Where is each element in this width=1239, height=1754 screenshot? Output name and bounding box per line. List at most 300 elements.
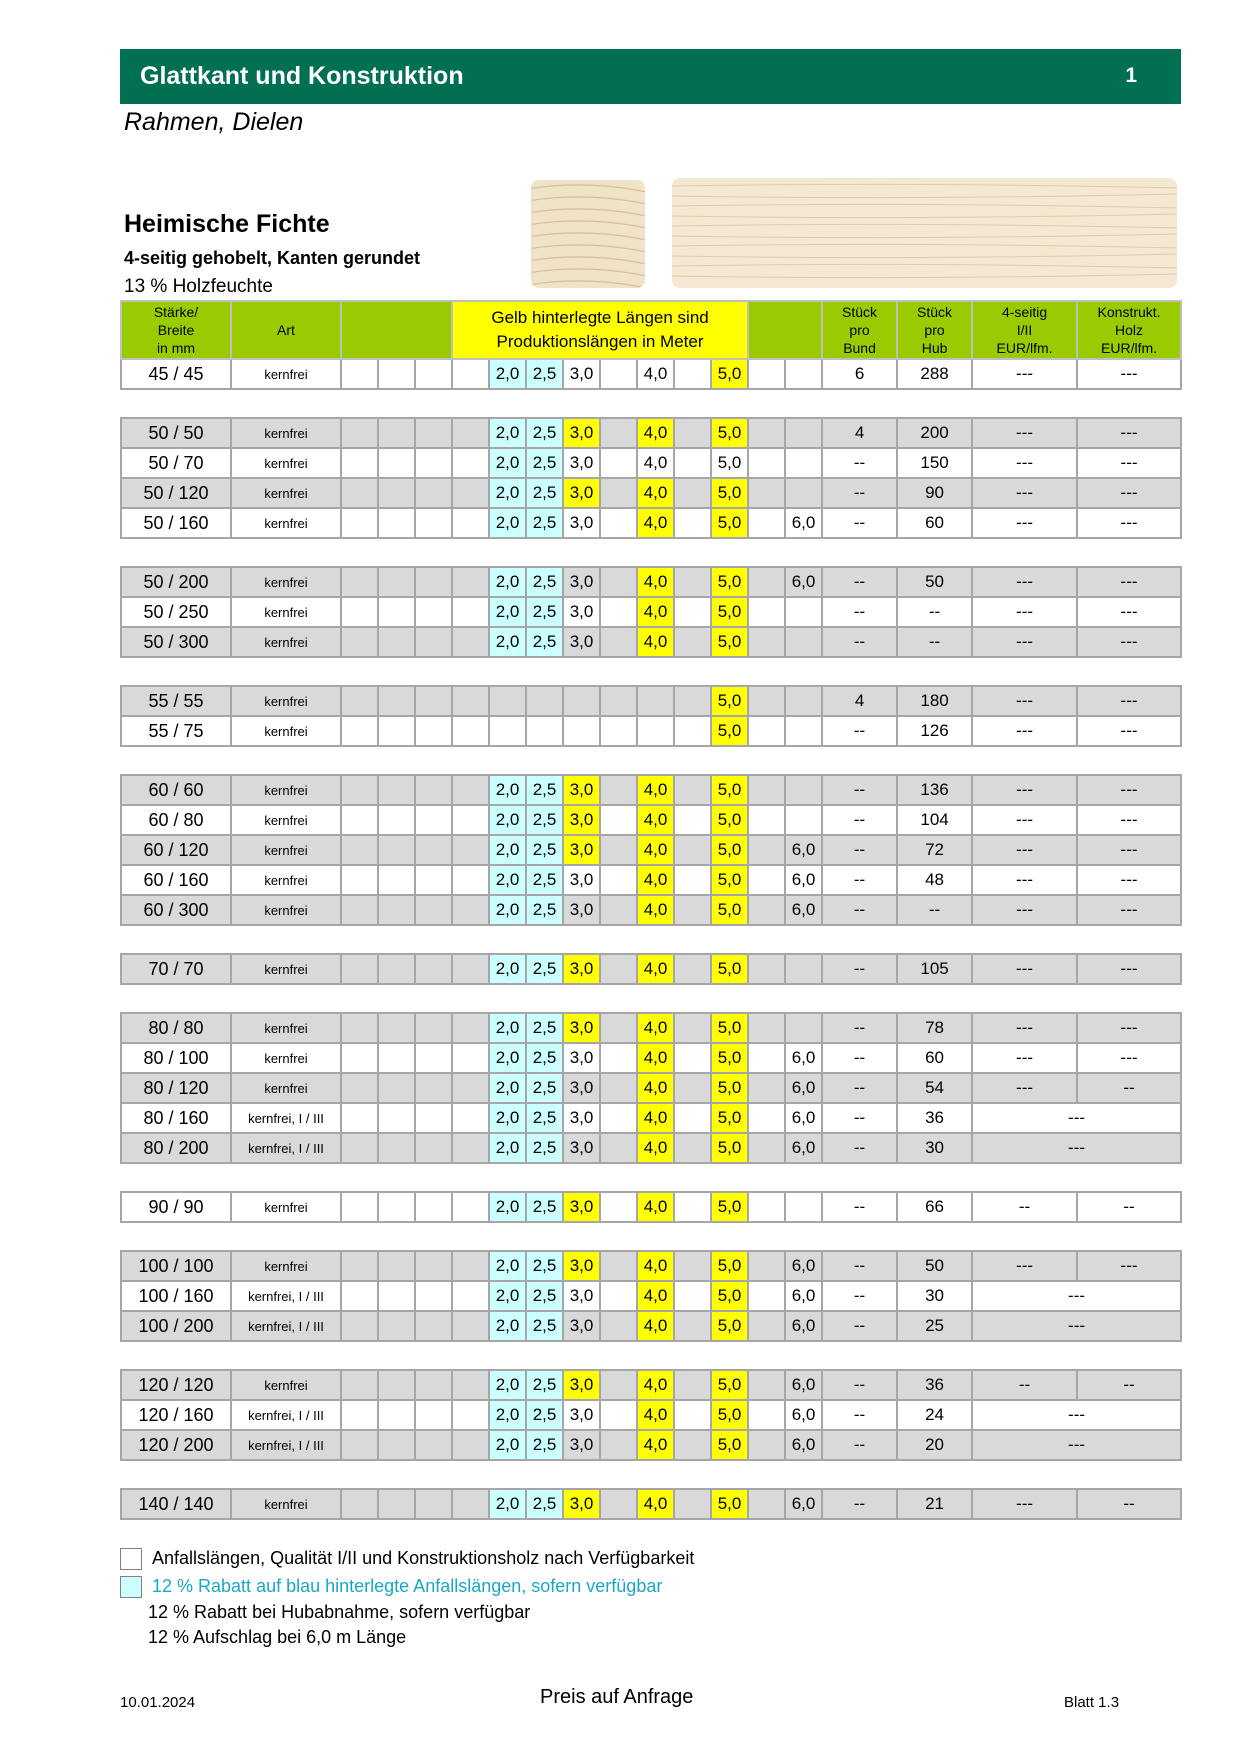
pieces-per-bundle-cell: -- — [822, 1103, 897, 1133]
empty-length-cell — [415, 686, 452, 716]
length-cell: 2,5 — [526, 1400, 563, 1430]
dimension-cell: 50 / 50 — [121, 418, 231, 448]
length-cell — [785, 805, 822, 835]
length-cell: 2,0 — [489, 1489, 526, 1519]
price-4sided-cell: --- — [972, 478, 1077, 508]
dimension-cell: 120 / 160 — [121, 1400, 231, 1430]
dimension-cell: 80 / 120 — [121, 1073, 231, 1103]
spacer-cell — [121, 925, 1181, 954]
length-cell — [748, 1281, 785, 1311]
length-cell: 2,5 — [526, 597, 563, 627]
length-cell — [748, 835, 785, 865]
table-row — [121, 1133, 1181, 1163]
pieces-per-lift-cell: 30 — [897, 1281, 972, 1311]
length-cell: 5,0 — [711, 1013, 748, 1043]
length-cell: 3,0 — [563, 478, 600, 508]
length-cell — [674, 508, 711, 538]
length-cell: 4,0 — [637, 805, 674, 835]
header-pieces-per-lift: Stück pro Hub — [897, 301, 972, 359]
pieces-per-bundle-cell: -- — [822, 597, 897, 627]
length-cell: 2,5 — [526, 1281, 563, 1311]
pieces-per-bundle-cell: -- — [822, 775, 897, 805]
empty-length-cell — [341, 1430, 378, 1460]
price-construction-cell: --- — [1077, 805, 1181, 835]
product-name: Heimische Fichte — [124, 210, 330, 238]
empty-length-cell — [415, 1073, 452, 1103]
price-4sided-cell: --- — [972, 1251, 1077, 1281]
length-cell: 2,0 — [489, 775, 526, 805]
price-construction-cell: -- — [1077, 1192, 1181, 1222]
length-cell — [489, 716, 526, 746]
table-header-row — [121, 301, 1181, 359]
table-row — [121, 1281, 1181, 1311]
empty-length-cell — [452, 716, 489, 746]
price-construction-cell: --- — [1077, 775, 1181, 805]
length-cell — [600, 567, 637, 597]
pieces-per-lift-cell: 50 — [897, 1251, 972, 1281]
length-cell: 2,0 — [489, 627, 526, 657]
price-merged-cell: --- — [972, 1430, 1181, 1460]
price-construction-cell: --- — [1077, 597, 1181, 627]
art-cell: kernfrei, I / III — [231, 1281, 341, 1311]
empty-length-cell — [415, 1370, 452, 1400]
pieces-per-bundle-cell: -- — [822, 805, 897, 835]
length-cell: 6,0 — [785, 1103, 822, 1133]
length-cell — [674, 1043, 711, 1073]
spacer-cell — [121, 389, 1181, 418]
spacer-cell — [121, 1163, 1181, 1192]
length-cell: 2,0 — [489, 1043, 526, 1073]
table-row — [121, 1251, 1181, 1281]
table-row — [121, 418, 1181, 448]
length-cell: 5,0 — [711, 567, 748, 597]
empty-length-cell — [452, 1370, 489, 1400]
length-cell — [674, 448, 711, 478]
length-cell — [674, 1311, 711, 1341]
group-spacer — [121, 389, 1181, 418]
price-4sided-cell: --- — [972, 895, 1077, 925]
empty-length-cell — [415, 508, 452, 538]
empty-length-cell — [452, 478, 489, 508]
length-cell — [748, 1489, 785, 1519]
length-cell — [600, 627, 637, 657]
length-cell: 2,0 — [489, 597, 526, 627]
length-cell: 2,5 — [526, 359, 563, 389]
page-subtitle: Rahmen, Dielen — [124, 108, 304, 136]
length-cell: 4,0 — [637, 448, 674, 478]
length-cell: 2,5 — [526, 1013, 563, 1043]
empty-length-cell — [415, 716, 452, 746]
length-cell: 5,0 — [711, 478, 748, 508]
pieces-per-lift-cell: 200 — [897, 418, 972, 448]
spacer-cell — [121, 657, 1181, 686]
length-cell — [748, 627, 785, 657]
dimension-cell: 60 / 120 — [121, 835, 231, 865]
length-cell — [563, 716, 600, 746]
empty-length-cell — [415, 1251, 452, 1281]
length-cell: 3,0 — [563, 1043, 600, 1073]
spacer-cell — [121, 1460, 1181, 1489]
length-cell: 5,0 — [711, 418, 748, 448]
length-cell — [600, 1133, 637, 1163]
pieces-per-lift-cell: 36 — [897, 1370, 972, 1400]
empty-length-cell — [378, 1043, 415, 1073]
length-cell — [600, 448, 637, 478]
header-pieces-per-bundle: Stück pro Bund — [822, 301, 897, 359]
price-4sided-cell: --- — [972, 597, 1077, 627]
length-cell: 2,0 — [489, 567, 526, 597]
length-cell: 4,0 — [637, 865, 674, 895]
group-spacer — [121, 1163, 1181, 1192]
length-cell: 5,0 — [711, 1400, 748, 1430]
length-cell — [674, 1370, 711, 1400]
table-row — [121, 775, 1181, 805]
header-price-construction: Konstrukt. Holz EUR/lfm. — [1077, 301, 1181, 359]
length-cell: 4,0 — [637, 508, 674, 538]
table-row — [121, 1013, 1181, 1043]
price-4sided-cell: --- — [972, 359, 1077, 389]
price-construction-cell: --- — [1077, 895, 1181, 925]
empty-length-cell — [378, 1013, 415, 1043]
price-4sided-cell: --- — [972, 1013, 1077, 1043]
dimension-cell: 100 / 200 — [121, 1311, 231, 1341]
length-cell — [748, 1043, 785, 1073]
empty-length-cell — [341, 1251, 378, 1281]
length-cell: 2,0 — [489, 508, 526, 538]
empty-length-cell — [378, 1489, 415, 1519]
legend-text: 12 % Rabatt bei Hubabnahme, sofern verfügbar — [148, 1602, 531, 1622]
empty-length-cell — [415, 1400, 452, 1430]
length-cell: 2,5 — [526, 1192, 563, 1222]
dimension-cell: 80 / 200 — [121, 1133, 231, 1163]
length-cell: 4,0 — [637, 1281, 674, 1311]
dimension-cell: 100 / 100 — [121, 1251, 231, 1281]
length-cell: 4,0 — [637, 1133, 674, 1163]
length-cell — [600, 359, 637, 389]
spacer-cell — [121, 984, 1181, 1013]
product-moisture: 13 % Holzfeuchte — [124, 276, 273, 297]
table-row — [121, 686, 1181, 716]
art-cell: kernfrei, I / III — [231, 1311, 341, 1341]
empty-length-cell — [378, 686, 415, 716]
empty-length-cell — [415, 954, 452, 984]
empty-length-cell — [452, 448, 489, 478]
group-spacer — [121, 538, 1181, 567]
length-cell — [748, 597, 785, 627]
empty-length-cell — [452, 835, 489, 865]
empty-length-cell — [341, 1311, 378, 1341]
empty-length-cell — [415, 1043, 452, 1073]
length-cell: 5,0 — [711, 1192, 748, 1222]
empty-length-cell — [341, 954, 378, 984]
art-cell: kernfrei — [231, 1192, 341, 1222]
price-construction-cell: --- — [1077, 1251, 1181, 1281]
group-spacer — [121, 1341, 1181, 1370]
pieces-per-lift-cell: 48 — [897, 865, 972, 895]
length-cell — [674, 418, 711, 448]
length-cell: 4,0 — [637, 775, 674, 805]
length-cell — [674, 686, 711, 716]
length-cell: 2,0 — [489, 1013, 526, 1043]
length-cell — [600, 1043, 637, 1073]
length-cell — [674, 1430, 711, 1460]
length-cell: 2,0 — [489, 478, 526, 508]
pieces-per-bundle-cell: -- — [822, 1192, 897, 1222]
length-cell: 6,0 — [785, 508, 822, 538]
table-row — [121, 835, 1181, 865]
price-4sided-cell: --- — [972, 954, 1077, 984]
length-cell — [600, 835, 637, 865]
empty-length-cell — [415, 1430, 452, 1460]
price-table — [120, 300, 1182, 1520]
length-cell — [748, 954, 785, 984]
length-cell: 3,0 — [563, 1430, 600, 1460]
length-cell: 2,5 — [526, 1370, 563, 1400]
length-cell: 2,0 — [489, 895, 526, 925]
header-price-4sided: 4-seitig I/II EUR/lfm. — [972, 301, 1077, 359]
empty-length-cell — [415, 1489, 452, 1519]
price-merged-cell: --- — [972, 1400, 1181, 1430]
empty-length-cell — [452, 359, 489, 389]
length-cell: 3,0 — [563, 1400, 600, 1430]
pieces-per-lift-cell: -- — [897, 895, 972, 925]
length-cell: 2,5 — [526, 478, 563, 508]
pieces-per-lift-cell: 150 — [897, 448, 972, 478]
length-cell: 2,0 — [489, 1311, 526, 1341]
length-cell — [600, 805, 637, 835]
price-4sided-cell: --- — [972, 805, 1077, 835]
length-cell: 5,0 — [711, 686, 748, 716]
art-cell: kernfrei — [231, 597, 341, 627]
length-cell — [785, 448, 822, 478]
length-cell — [600, 1370, 637, 1400]
price-4sided-cell: --- — [972, 567, 1077, 597]
empty-length-cell — [452, 1013, 489, 1043]
price-4sided-cell: --- — [972, 418, 1077, 448]
length-cell: 5,0 — [711, 865, 748, 895]
empty-length-cell — [341, 448, 378, 478]
empty-length-cell — [341, 1370, 378, 1400]
length-cell: 5,0 — [711, 1489, 748, 1519]
pieces-per-bundle-cell: -- — [822, 448, 897, 478]
length-cell: 2,0 — [489, 835, 526, 865]
group-spacer — [121, 984, 1181, 1013]
empty-length-cell — [341, 418, 378, 448]
length-cell — [674, 1400, 711, 1430]
length-cell — [674, 567, 711, 597]
empty-length-cell — [452, 954, 489, 984]
length-cell: 6,0 — [785, 1043, 822, 1073]
empty-length-cell — [415, 1281, 452, 1311]
pieces-per-lift-cell: 288 — [897, 359, 972, 389]
group-spacer — [121, 746, 1181, 775]
table-row — [121, 1400, 1181, 1430]
empty-length-cell — [452, 865, 489, 895]
length-cell — [600, 1311, 637, 1341]
table-row — [121, 1043, 1181, 1073]
length-cell: 6,0 — [785, 567, 822, 597]
length-cell: 6,0 — [785, 835, 822, 865]
empty-length-cell — [341, 775, 378, 805]
empty-length-cell — [378, 478, 415, 508]
art-cell: kernfrei — [231, 359, 341, 389]
length-cell: 6,0 — [785, 1281, 822, 1311]
length-cell: 2,5 — [526, 954, 563, 984]
length-cell: 4,0 — [637, 835, 674, 865]
dimension-cell: 55 / 55 — [121, 686, 231, 716]
dimension-cell: 50 / 120 — [121, 478, 231, 508]
length-cell: 2,5 — [526, 805, 563, 835]
pieces-per-bundle-cell: -- — [822, 835, 897, 865]
dimension-cell: 120 / 200 — [121, 1430, 231, 1460]
empty-length-cell — [378, 1192, 415, 1222]
length-cell — [600, 775, 637, 805]
dimension-cell: 100 / 160 — [121, 1281, 231, 1311]
length-cell: 2,5 — [526, 775, 563, 805]
pieces-per-bundle-cell: -- — [822, 716, 897, 746]
length-cell: 6,0 — [785, 1370, 822, 1400]
table-row — [121, 895, 1181, 925]
length-cell — [600, 1430, 637, 1460]
pieces-per-bundle-cell: -- — [822, 1133, 897, 1163]
art-cell: kernfrei — [231, 775, 341, 805]
price-construction-cell: --- — [1077, 448, 1181, 478]
length-cell — [674, 1489, 711, 1519]
length-cell — [674, 1103, 711, 1133]
length-cell: 4,0 — [637, 359, 674, 389]
length-cell — [785, 418, 822, 448]
pieces-per-lift-cell: 60 — [897, 508, 972, 538]
pieces-per-lift-cell: 104 — [897, 805, 972, 835]
length-cell — [489, 686, 526, 716]
pieces-per-lift-cell: 105 — [897, 954, 972, 984]
empty-length-cell — [378, 597, 415, 627]
length-cell — [748, 478, 785, 508]
pieces-per-lift-cell: 90 — [897, 478, 972, 508]
length-cell: 2,5 — [526, 1489, 563, 1519]
pieces-per-bundle-cell: -- — [822, 1013, 897, 1043]
length-cell: 5,0 — [711, 508, 748, 538]
group-spacer — [121, 657, 1181, 686]
empty-length-cell — [341, 1043, 378, 1073]
length-cell: 5,0 — [711, 1251, 748, 1281]
length-cell — [674, 716, 711, 746]
length-cell — [600, 954, 637, 984]
wood-crosssection-image — [531, 180, 645, 288]
empty-length-cell — [378, 508, 415, 538]
length-cell: 4,0 — [637, 627, 674, 657]
length-cell: 2,5 — [526, 418, 563, 448]
length-cell — [600, 716, 637, 746]
length-cell: 3,0 — [563, 567, 600, 597]
empty-length-cell — [341, 1013, 378, 1043]
length-cell — [600, 597, 637, 627]
length-cell: 5,0 — [711, 1430, 748, 1460]
price-4sided-cell: -- — [972, 1370, 1077, 1400]
table-row — [121, 508, 1181, 538]
length-cell: 2,0 — [489, 865, 526, 895]
art-cell: kernfrei — [231, 1073, 341, 1103]
dimension-cell: 70 / 70 — [121, 954, 231, 984]
pieces-per-lift-cell: 36 — [897, 1103, 972, 1133]
price-construction-cell: -- — [1077, 1489, 1181, 1519]
pieces-per-bundle-cell: -- — [822, 1489, 897, 1519]
pieces-per-lift-cell: 24 — [897, 1400, 972, 1430]
length-cell — [674, 1013, 711, 1043]
length-cell: 2,0 — [489, 418, 526, 448]
dimension-cell: 60 / 60 — [121, 775, 231, 805]
length-cell: 3,0 — [563, 895, 600, 925]
pieces-per-bundle-cell: 4 — [822, 686, 897, 716]
empty-length-cell — [378, 1281, 415, 1311]
length-cell — [748, 1370, 785, 1400]
pieces-per-lift-cell: 20 — [897, 1430, 972, 1460]
empty-length-cell — [341, 1489, 378, 1519]
table-row — [121, 567, 1181, 597]
dimension-cell: 120 / 120 — [121, 1370, 231, 1400]
length-cell — [674, 1133, 711, 1163]
price-4sided-cell: --- — [972, 508, 1077, 538]
empty-length-cell — [378, 865, 415, 895]
length-cell — [785, 359, 822, 389]
length-cell: 2,0 — [489, 1400, 526, 1430]
art-cell: kernfrei — [231, 1370, 341, 1400]
empty-length-cell — [415, 627, 452, 657]
length-cell: 2,5 — [526, 895, 563, 925]
art-cell: kernfrei — [231, 835, 341, 865]
empty-length-cell — [415, 775, 452, 805]
empty-length-cell — [341, 1281, 378, 1311]
length-cell: 5,0 — [711, 775, 748, 805]
empty-length-cell — [452, 1103, 489, 1133]
length-cell: 4,0 — [637, 1251, 674, 1281]
pieces-per-lift-cell: -- — [897, 597, 972, 627]
empty-length-cell — [452, 1311, 489, 1341]
pieces-per-lift-cell: 66 — [897, 1192, 972, 1222]
legend-blue-swatch — [120, 1576, 142, 1598]
length-cell — [600, 1489, 637, 1519]
length-cell: 3,0 — [563, 1251, 600, 1281]
art-cell: kernfrei, I / III — [231, 1430, 341, 1460]
pieces-per-bundle-cell: -- — [822, 1073, 897, 1103]
pieces-per-bundle-cell: -- — [822, 1281, 897, 1311]
art-cell: kernfrei — [231, 508, 341, 538]
length-cell — [748, 418, 785, 448]
length-cell: 4,0 — [637, 1103, 674, 1133]
price-4sided-cell: --- — [972, 627, 1077, 657]
price-construction-cell: --- — [1077, 567, 1181, 597]
empty-length-cell — [378, 716, 415, 746]
price-4sided-cell: --- — [972, 1489, 1077, 1519]
table-row — [121, 1370, 1181, 1400]
empty-length-cell — [415, 597, 452, 627]
price-construction-cell: --- — [1077, 1043, 1181, 1073]
length-cell — [785, 686, 822, 716]
pieces-per-bundle-cell: -- — [822, 1043, 897, 1073]
length-cell — [748, 865, 785, 895]
price-construction-cell: --- — [1077, 865, 1181, 895]
empty-length-cell — [341, 627, 378, 657]
group-spacer — [121, 1222, 1181, 1251]
pieces-per-bundle-cell: 6 — [822, 359, 897, 389]
length-cell: 4,0 — [637, 567, 674, 597]
price-construction-cell: --- — [1077, 1013, 1181, 1043]
art-cell: kernfrei — [231, 1043, 341, 1073]
length-cell: 5,0 — [711, 1311, 748, 1341]
length-cell: 4,0 — [637, 1489, 674, 1519]
length-cell: 5,0 — [711, 1073, 748, 1103]
length-cell: 2,5 — [526, 1073, 563, 1103]
